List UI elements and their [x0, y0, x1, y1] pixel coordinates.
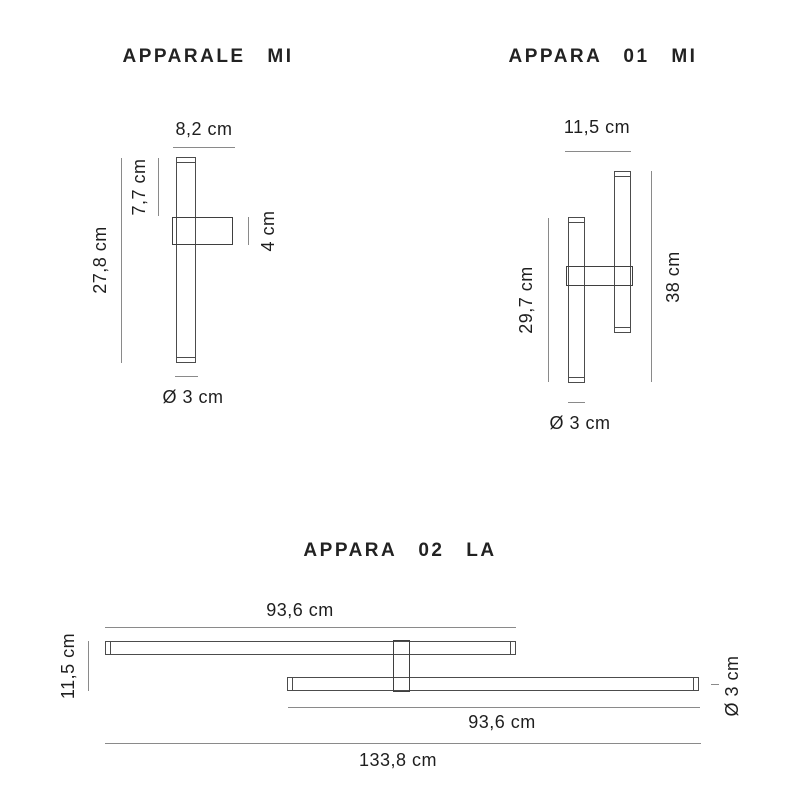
diagram1-diameter-label: Ø 3 cm — [162, 387, 224, 407]
diagram3-height-label: 11,5 cm — [58, 632, 78, 700]
tube-bottom-seam — [177, 357, 195, 358]
diagram1-height-label: 27,8 cm — [90, 226, 110, 294]
diagram3-bottom-tube-dimension-line — [288, 707, 700, 708]
diagram3-bottom-tube — [287, 677, 699, 691]
tube-top-seam — [569, 222, 584, 223]
diagram2-height-label: 38 cm — [663, 251, 683, 303]
diagram2-height-dimension-line — [651, 171, 652, 382]
diagram-apparale-mi — [0, 0, 400, 460]
tube-bottom-seam — [615, 327, 630, 328]
diagram2-width-dimension-line — [565, 151, 631, 152]
diagram1-wall-bracket — [172, 217, 233, 245]
diagram-appara-02-la — [0, 460, 800, 800]
diagram2-tall-tube — [614, 171, 631, 333]
diagram3-top-dimension-line — [105, 627, 516, 628]
diagram3-top-tube — [105, 641, 516, 655]
tube-right-seam — [510, 642, 511, 654]
diagram1-tube — [176, 157, 196, 363]
diagram-appara-01-mi — [400, 0, 800, 460]
diagram3-title: APPARA 02 LA — [303, 540, 497, 561]
diagram1-bracket-dimension-line — [248, 217, 249, 245]
diagram2-title: APPARA 01 MI — [508, 46, 698, 67]
tube-bottom-seam — [569, 377, 584, 378]
diagram3-connector-bracket — [393, 640, 410, 692]
diagram2-short-tube-label: 29,7 cm — [516, 266, 536, 334]
tube-top-seam — [177, 162, 195, 163]
diagram1-height-dimension-line — [121, 158, 122, 363]
diagram2-connector-bracket — [566, 266, 633, 286]
diagram1-width-label: 8,2 cm — [175, 119, 233, 139]
diagram3-top-tube-label: 93,6 cm — [266, 600, 334, 620]
diagram1-upper-segment-label: 7,7 cm — [129, 158, 149, 216]
diagram1-upper-dimension-line — [158, 158, 159, 216]
diagram3-total-width-label: 133,8 cm — [358, 750, 438, 770]
tube-top-seam — [615, 176, 630, 177]
tube-left-seam — [110, 642, 111, 654]
diagram2-short-tube-dimension-line — [548, 218, 549, 382]
diagram1-width-dimension-line — [173, 147, 235, 148]
diagram2-width-label: 11,5 cm — [563, 117, 631, 137]
diagram1-diameter-tick — [175, 376, 198, 377]
diagram1-title: APPARALE MI — [122, 46, 294, 67]
tube-right-seam — [693, 678, 694, 690]
diagram2-diameter-label: Ø 3 cm — [549, 413, 611, 433]
diagram3-bottom-tube-label: 93,6 cm — [468, 712, 536, 732]
diagram2-short-tube — [568, 217, 585, 383]
diagram3-diameter-tick — [711, 684, 719, 685]
diagram1-bracket-label: 4 cm — [258, 210, 278, 252]
diagram3-total-dimension-line — [105, 743, 701, 744]
diagram2-diameter-tick — [568, 402, 585, 403]
tube-left-seam — [292, 678, 293, 690]
diagram3-height-dimension-line — [88, 641, 89, 691]
diagram3-diameter-label: Ø 3 cm — [722, 655, 742, 717]
